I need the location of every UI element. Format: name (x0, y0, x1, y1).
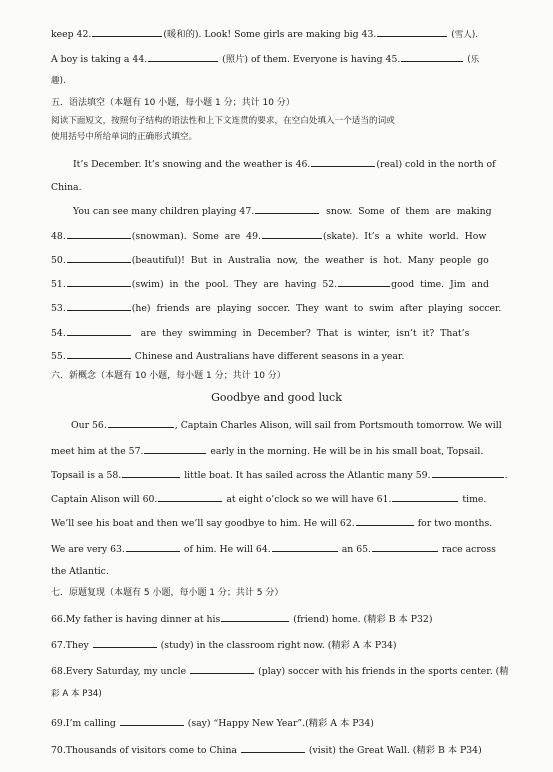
question-70 (51, 742, 493, 757)
line-text: Topsail is a 58. (51, 470, 122, 481)
answer-blank-50[interactable] (67, 252, 131, 263)
question-67 (51, 637, 493, 652)
instruction-text: 阅读下面短文，按照句子结构的语法性和上下文连贯的要求，在空白处填入一个适当的词或 (51, 116, 395, 126)
answer-blank-57[interactable] (144, 443, 206, 454)
answer-blank-60[interactable] (158, 491, 222, 502)
line-text: (study) in the classroom right now. (精彩 A 本 P34) (160, 640, 397, 651)
answer-blank-53[interactable] (67, 300, 131, 311)
answer-blank-43[interactable] (377, 26, 447, 37)
answer-blank-59[interactable] (432, 467, 504, 478)
text-line (51, 51, 493, 67)
text-line: China. (51, 182, 82, 193)
answer-blank-44[interactable] (148, 51, 218, 62)
answer-blank-63[interactable] (126, 541, 180, 552)
question-69 (51, 715, 493, 730)
line-text: . (504, 470, 508, 481)
line-text: (照片) of them. Everyone is having 45. (222, 54, 401, 65)
answer-blank-52[interactable] (338, 276, 390, 287)
answer-blank-65[interactable] (372, 541, 438, 552)
answer-blank-51[interactable] (67, 276, 131, 287)
line-text: Chinese and Australians have different seasons in a year. (134, 351, 405, 362)
line-text: meet him at the 57. (51, 446, 144, 457)
text-line (51, 515, 493, 530)
line-text: (雪人). (451, 30, 478, 40)
text-line: 趣). (51, 76, 66, 86)
line-text: 50. (51, 255, 66, 266)
line-text: are they swimming in December? That is winter, isn’t it? That’s (140, 328, 470, 339)
answer-blank-64[interactable] (272, 541, 338, 552)
answer-blank-67[interactable] (93, 637, 157, 648)
answer-blank-68[interactable] (190, 663, 254, 674)
line-text: We’ll see his boat and then we’ll say goodbye to him. He will 62. (51, 518, 355, 529)
line-text: Captain Alison will 60. (51, 494, 158, 505)
line-text: race across (441, 544, 496, 555)
line-text: (beautiful)! But in Australia now, the weather is hot. Many people go (131, 255, 489, 266)
text-line (51, 443, 493, 458)
answer-blank-69[interactable] (120, 715, 184, 726)
question-66 (51, 611, 493, 626)
answer-blank-55[interactable] (67, 348, 131, 359)
line-text: 66.My father is having dinner at his (51, 614, 221, 625)
text-line (51, 228, 493, 243)
line-text: It’s December. It’s snowing and the weather is 46. (73, 159, 311, 170)
line-text: (say) “Happy New Year”.(精彩 A 本 P34) (187, 718, 374, 729)
answer-blank-46[interactable] (311, 156, 375, 167)
answer-blank-47[interactable] (255, 203, 319, 214)
line-text: at eight o’clock so we will have 61. (226, 494, 392, 505)
line-text: little boat. It has sailed across the Atlantic many 59. (184, 470, 431, 481)
line-text: 51. (51, 279, 66, 290)
line-text: (snowman). Some are 49. (131, 231, 261, 242)
text-line (51, 491, 493, 506)
answer-blank-49[interactable] (262, 228, 322, 239)
line-text: time. (462, 494, 487, 505)
line-text: (swim) in the pool. They are having 52. (131, 279, 338, 290)
line-text: of him. He will 64. (183, 544, 271, 555)
text-line (51, 252, 493, 267)
line-text: A boy is taking a 44. (51, 54, 148, 65)
line-text: early in the morning. He will be in his small boat, Topsail. (210, 446, 484, 457)
line-text: (friend) home. (精彩 B 本 P32) (293, 614, 433, 625)
line-text: (skate). It’s a white world. How (322, 231, 487, 242)
answer-blank-70[interactable] (241, 742, 305, 753)
text-line (73, 156, 496, 171)
text-line (51, 325, 493, 340)
text-line: the Atlantic. (51, 566, 109, 577)
text-line (51, 26, 493, 42)
answer-blank-42[interactable] (92, 26, 162, 37)
text-line (71, 417, 502, 432)
text-line (51, 541, 496, 556)
text-line (73, 203, 493, 218)
answer-blank-56[interactable] (108, 417, 174, 428)
line-text: 70.Thousands of visitors come to China (51, 745, 237, 756)
line-text: 68.Every Saturday, my uncle (51, 666, 187, 677)
line-text: We are very 63. (51, 544, 125, 555)
text-line (51, 467, 508, 482)
line-text: good time. Jim and (391, 279, 489, 290)
line-text: (乐 (467, 55, 480, 65)
line-text: You can see many children playing 47. (73, 206, 255, 217)
answer-blank-61[interactable] (392, 491, 458, 502)
line-text: 54. (51, 328, 66, 339)
line-text: 67.They (51, 640, 89, 651)
text-line (51, 348, 493, 363)
answer-blank-48[interactable] (67, 228, 131, 239)
line-text: snow. Some of them are making (326, 206, 492, 217)
section-heading: 五．语法填空（本题有 10 小题，每小题 1 分；共计 10 分） (51, 98, 295, 108)
line-text: an 65. (341, 544, 371, 555)
section-heading: 六．新概念（本题有 10 小题，每小题 1 分；共计 10 分） (51, 371, 286, 381)
line-text: keep 42. (51, 29, 92, 40)
text-line (51, 276, 493, 291)
line-text: for two months. (417, 518, 493, 529)
line-text: (visit) the Great Wall. (精彩 B 本 P34) (308, 745, 482, 756)
answer-blank-54[interactable] (67, 325, 131, 336)
text-line (51, 300, 502, 315)
line-text: (play) soccer with his friends in the sports center. (精 (258, 666, 509, 677)
line-text: 48. (51, 231, 66, 242)
text-line: 彩 A 本 P34) (51, 689, 102, 699)
answer-blank-66[interactable] (221, 611, 289, 622)
answer-blank-45[interactable] (401, 51, 463, 62)
answer-blank-62[interactable] (356, 515, 414, 526)
line-text: Our 56. (71, 420, 107, 431)
instruction-text: 使用括号中所给单词的正确形式填空。 (51, 132, 198, 142)
question-68 (51, 663, 509, 678)
line-text: (暖和的). Look! Some girls are making big 43. (163, 29, 377, 40)
section-heading: 七．原题复现（本题有 5 小题，每小题 1 分；共计 5 分） (51, 588, 284, 598)
line-text: (real) cold in the north of (376, 159, 496, 170)
line-text: 69.I’m calling (51, 718, 116, 729)
line-text: (he) friends are playing soccer. They want to swim after playing soccer. (131, 303, 502, 314)
line-text: 55. (51, 351, 66, 362)
line-text: , Captain Charles Alison, will sail from Portsmouth tomorrow. We will (174, 420, 502, 431)
passage-title: Goodbye and good luck (211, 391, 342, 404)
answer-blank-58[interactable] (122, 467, 180, 478)
line-text: 53. (51, 303, 66, 314)
